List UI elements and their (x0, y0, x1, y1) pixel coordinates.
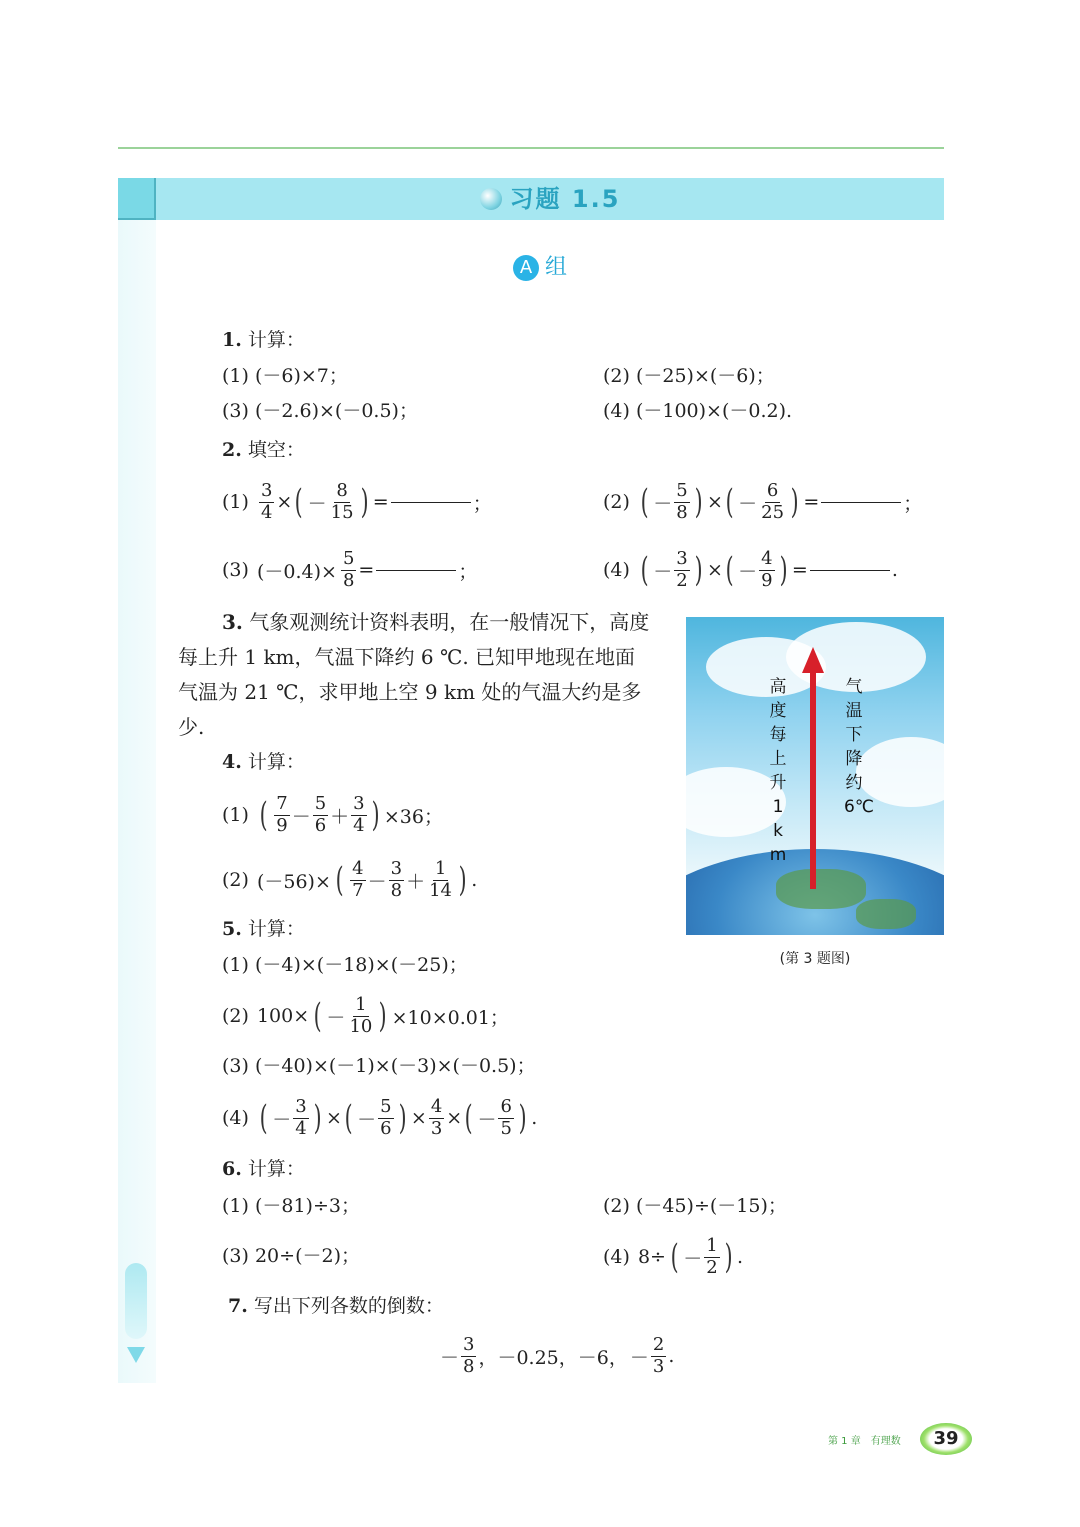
side-tab-pill (125, 1263, 147, 1339)
q2-item-3: (3) (－0.4)× $\frac{5}{8}$ = ； (222, 547, 478, 591)
group-heading: A 组 (0, 250, 1080, 281)
q6-item-3: (3) 20÷(－2)； (222, 1245, 360, 1267)
answer-blank[interactable] (391, 501, 471, 503)
section-title: 习题 1.5 (156, 178, 944, 220)
figure-right-label: 气温下降约6℃ (844, 677, 874, 817)
ball-icon (480, 188, 502, 210)
title-bar (156, 178, 944, 220)
q4-heading: 4. 计算： (222, 751, 305, 773)
q6-item-2: (2) (－45)÷(－15)； (603, 1195, 787, 1217)
answer-blank[interactable] (810, 569, 890, 571)
page-number: 39 (920, 1423, 972, 1455)
sidebar-square (118, 178, 156, 220)
q2-heading: 2. 填空： (222, 439, 305, 461)
answer-blank[interactable] (821, 501, 901, 503)
q5-item-2: (2) 100× ( － $\frac{1}{10}$ ) ×10×0.01； (222, 993, 509, 1037)
top-rule (118, 147, 944, 149)
left-sidebar (118, 178, 156, 1383)
q2-item-4: (4) ( － $\frac{3}{2}$ ) × ( － $\frac{4}{9}$ ) = . (603, 547, 898, 591)
q7-numbers: － $\frac{3}{8}$ ，－0.25，－6， － $\frac{2}{3}$ . (440, 1333, 675, 1377)
q2-item-1: (1) $\frac{3}{4}$ × ( － $\frac{8}{15}$ ) = ； (222, 479, 492, 523)
q6-item-4: (4) 8÷ ( － $\frac{1}{2}$ ) . (603, 1234, 744, 1278)
q3-paragraph: 3. 气象观测统计资料表明，在一般情况下，高度每上升 1 km，气温下降约 6 ℃. 已知甲地现在地面气温为 21 ℃，求甲地上空 9 km 处的气温大约是多少. (178, 610, 650, 739)
chapter-footer: 第 1 章 有理数 (828, 1436, 901, 1447)
q1-item-4: (4) (－100)×(－0.2). (603, 400, 793, 422)
q5-heading: 5. 计算： (222, 918, 305, 940)
up-arrow (810, 667, 816, 889)
q4-item-2: (2) (－56)× ( $\frac{4}{7}$ － $\frac{3}{8}$ ＋ $\frac{1}{14}$ ) . (222, 857, 478, 901)
group-badge: A (513, 255, 539, 281)
down-triangle-icon (127, 1347, 145, 1363)
q5-item-3: (3) (－40)×(－1)×(－3)×(－0.5)； (222, 1055, 536, 1077)
arrow-head-icon (802, 647, 824, 673)
q7-heading: 7. 写出下列各数的倒数： (228, 1295, 444, 1317)
altitude-figure (686, 617, 944, 935)
q5-item-1: (1) (－4)×(－18)×(－25)； (222, 954, 468, 976)
q6-item-1: (1) (－81)÷3； (222, 1195, 360, 1217)
answer-blank[interactable] (376, 569, 456, 571)
q2-item-2: (2) ( － $\frac{5}{8}$ ) × ( － $\frac{6}{25}$ ) = ； (603, 479, 923, 523)
q1-item-3: (3) (－2.6)×(－0.5)； (222, 400, 418, 422)
q6-heading: 6. 计算： (222, 1158, 305, 1180)
q4-item-1: (1) ( $\frac{7}{9}$ － $\frac{5}{6}$ ＋ $\frac{3}{4}$ ) ×36； (222, 792, 443, 836)
q1-item-1: (1) (－6)×7； (222, 365, 348, 387)
figure-caption: (第 3 题图) (779, 951, 851, 967)
q1-heading: 1. 计算： (222, 329, 305, 351)
figure-left-label: 高度每上升1km (769, 677, 787, 865)
q5-item-4: (4) ( － $\frac{3}{4}$ ) × ( － $\frac{5}{6}$ ) × $\frac{4}{3}$ × ( － $\frac{6}{5}$ ) . (222, 1095, 538, 1139)
q1-item-2: (2) (－25)×(－6)； (603, 365, 775, 387)
